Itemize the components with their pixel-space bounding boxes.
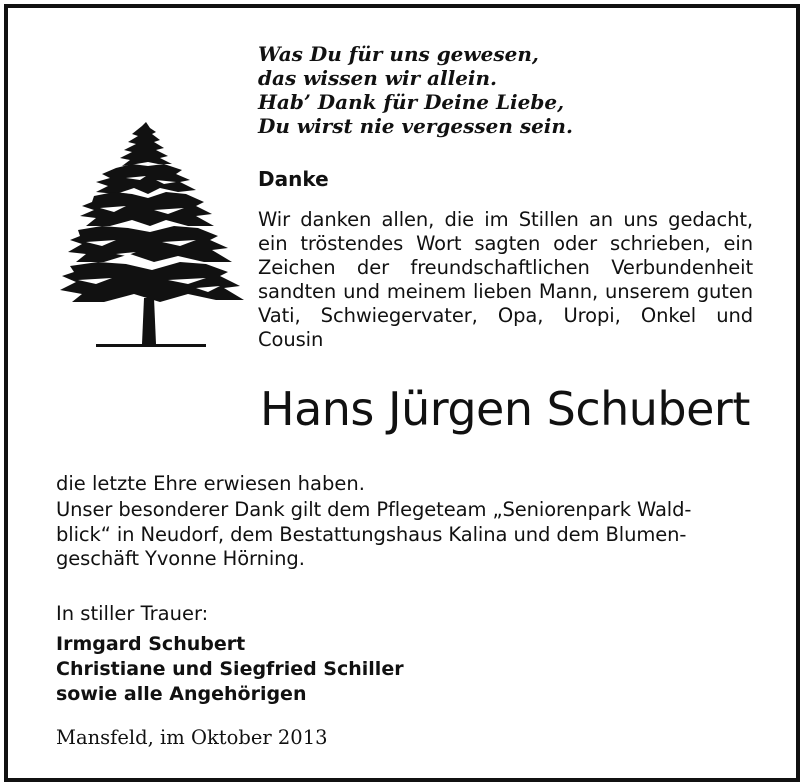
mourner-name: sowie alle Angehörigen <box>56 683 307 705</box>
deceased-name: Hans Jürgen Schubert <box>260 382 750 436</box>
mourner-name: Christiane und Siegfried Schiller <box>56 658 404 680</box>
mourning-label: In stiller Trauer: <box>56 602 209 625</box>
poem-line: Hab’ Dank für Deine Liebe, <box>258 90 565 114</box>
poem-line: Du wirst nie vergessen sein. <box>258 114 573 138</box>
special-thanks-line: geschäft Yvonne Hörning. <box>56 547 305 570</box>
poem-line: das wissen wir allein. <box>258 66 498 90</box>
memorial-poem <box>258 42 573 138</box>
thanks-heading: Danke <box>258 167 329 191</box>
special-thanks-line: Unser besonderer Dank gilt dem Pflegeteam „Seniorenpark Wald- <box>56 498 692 521</box>
obituary-content <box>8 8 796 778</box>
special-thanks-line: blick“ in Neudorf, dem Bestattungshaus Kalina und dem Blumen- <box>56 522 687 546</box>
mourner-name: Irmgard Schubert <box>56 633 246 655</box>
special-thanks-text <box>56 498 756 572</box>
final-honor-text: die letzte Ehre erwiesen haben. <box>56 472 365 495</box>
mourner-names <box>56 632 404 707</box>
conifer-tree-icon <box>56 122 246 354</box>
obituary-frame <box>4 4 800 782</box>
poem-line: Was Du für uns gewesen, <box>258 42 539 66</box>
place-and-date: Mansfeld, im Oktober 2013 <box>56 726 328 749</box>
thanks-text: Wir danken allen, die im Stillen an uns gedacht, ein tröstendes Wort sagten oder schrieben, ein Zeichen der freundschaftlichen Verbundenheit sandten und meinem lieben Mann, unserem guten Vati, Schwiegervater, Opa, Uropi, Onkel und Cousin <box>258 208 753 351</box>
